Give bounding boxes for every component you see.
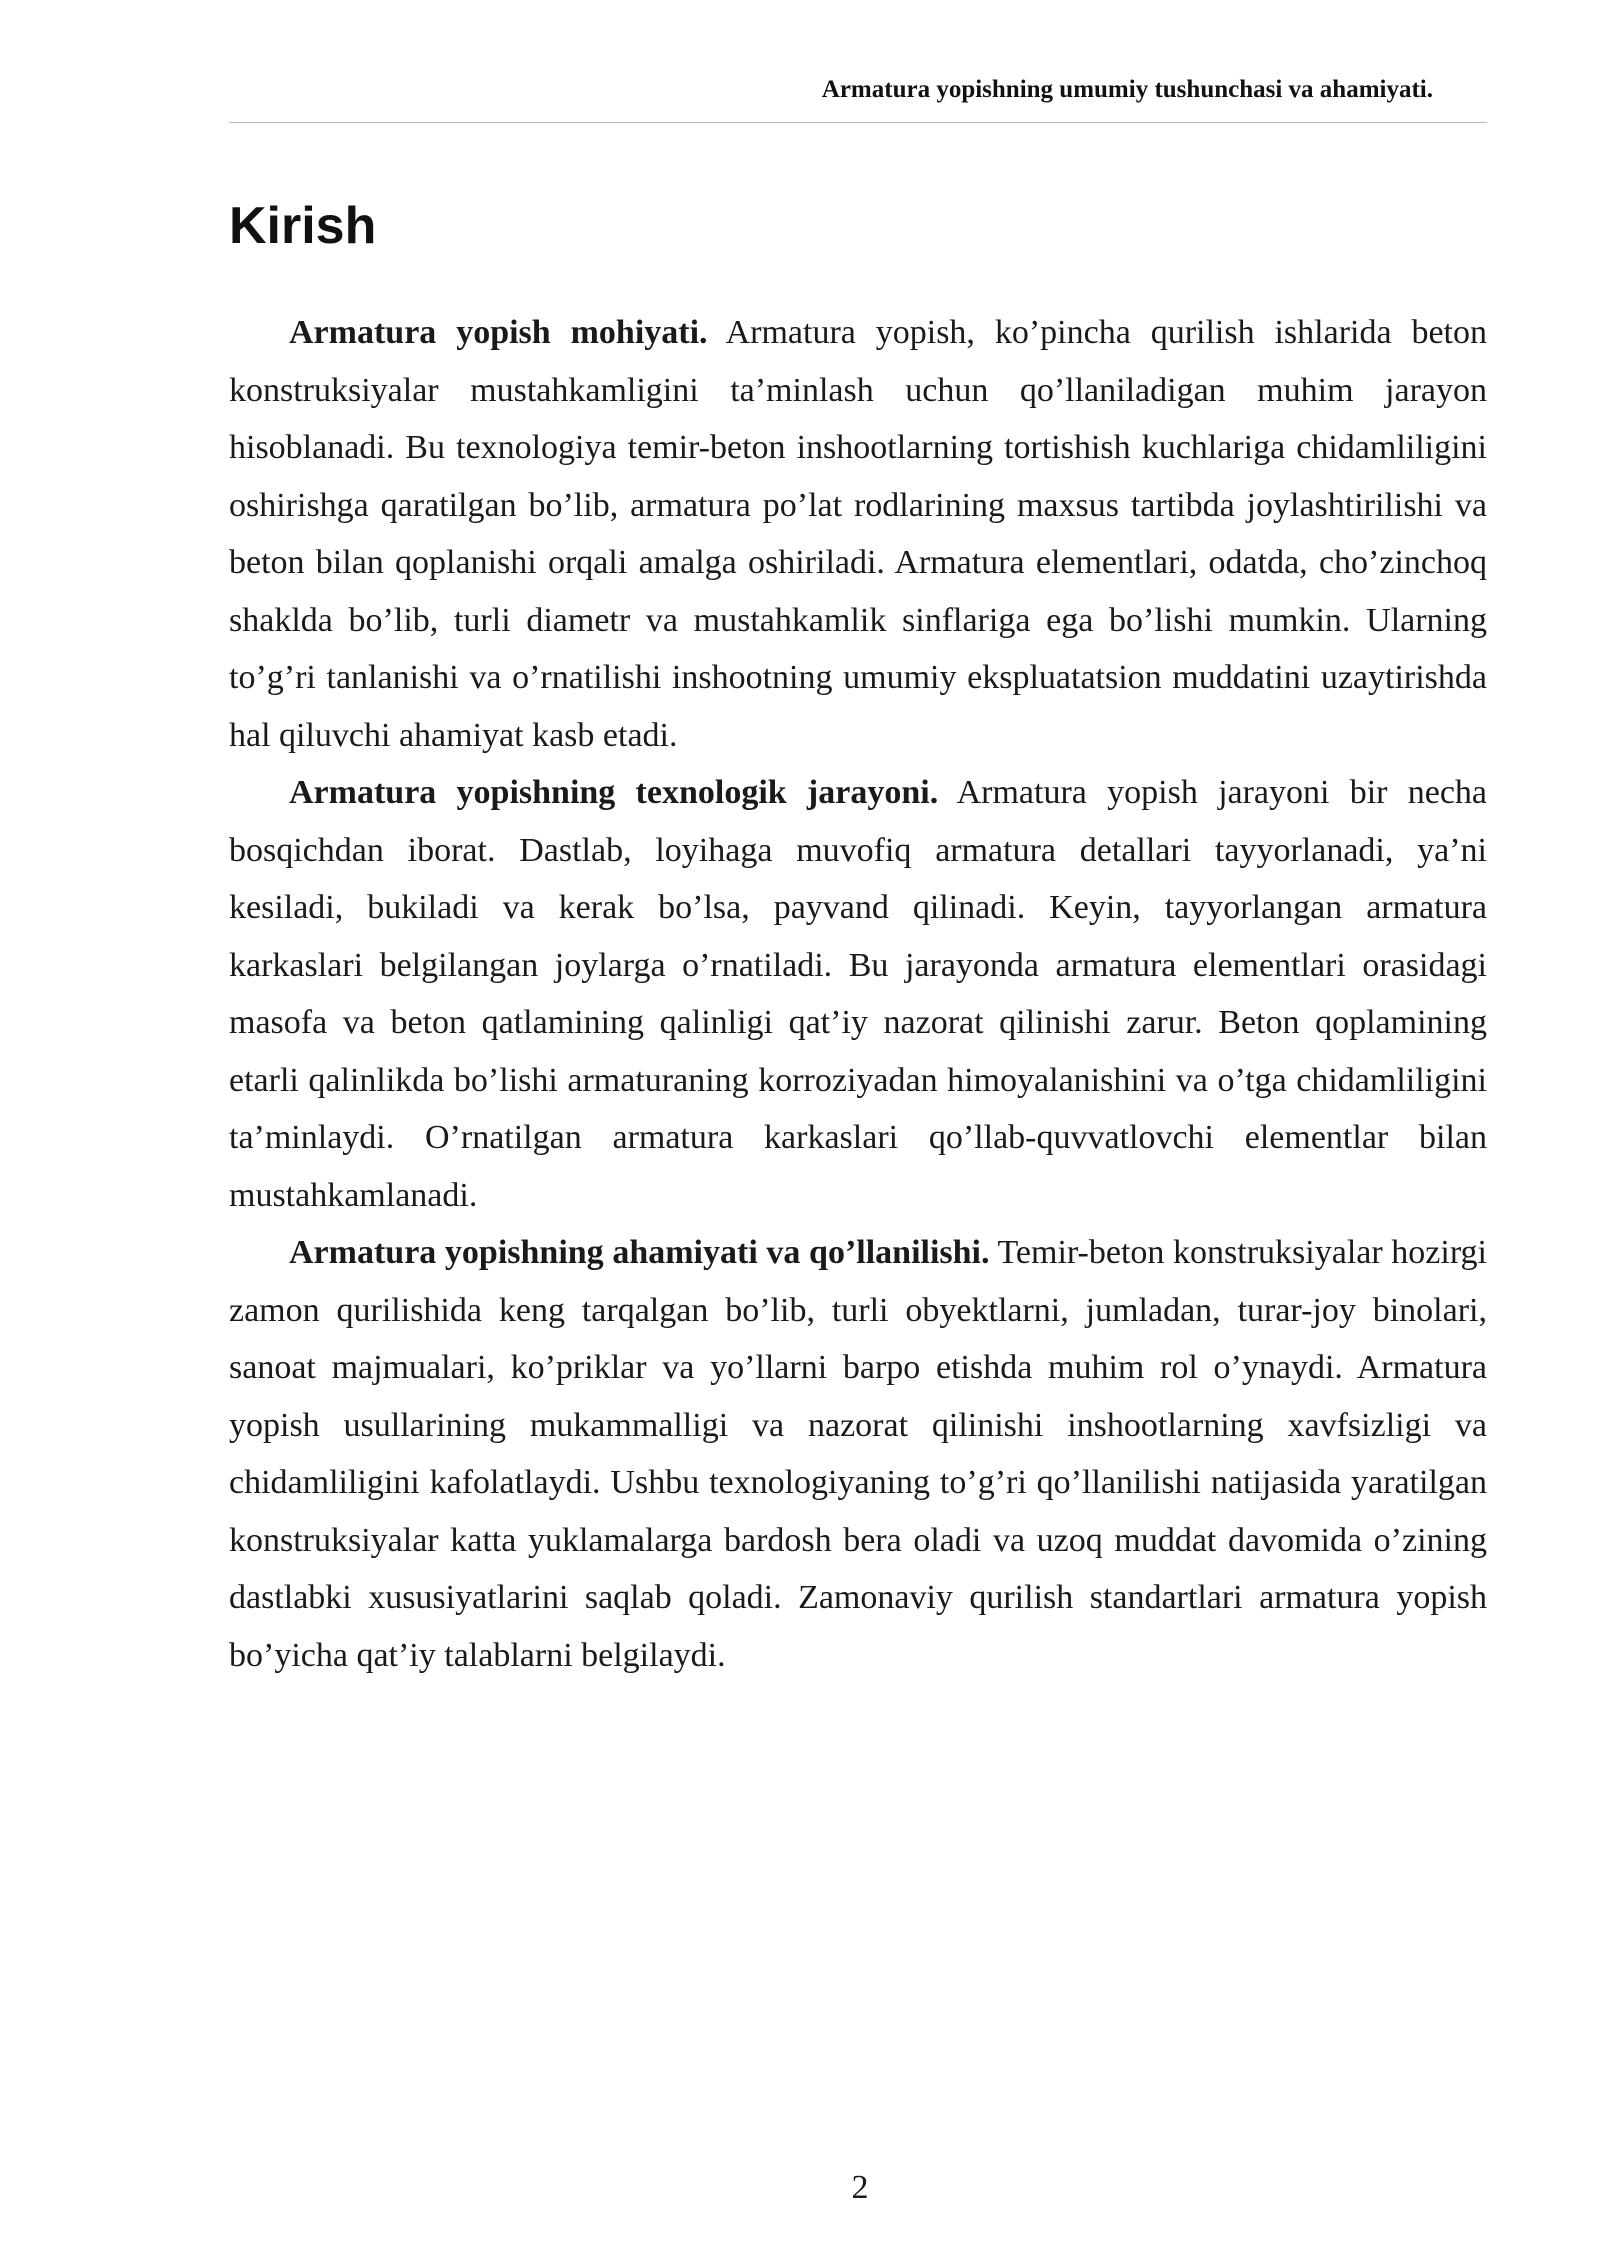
page-number: 2 bbox=[851, 2169, 869, 2206]
paragraph-texnologik-jarayoni bbox=[229, 764, 1487, 1224]
paragraph-heading: Armatura yopishning ahamiyati va qo’llanilishi. bbox=[289, 1234, 990, 1271]
paragraph-text: Armatura yopish, ko’pincha qurilish ishlarida beton konstruksiyalar mustahkamligini ta’minlash uchun qo’llaniladigan muhim jarayon hisoblanadi. Bu texnologiya temir-beton inshootlarning tortishish kuchlariga chidamliligini oshirishga qaratilgan bo’lib, armatura po’lat rodlarining maxsus tartibda joylashtirilishi va beton bilan qoplanishi orqali amalga oshiriladi. Armatura elementlari, odatda, cho’zinchoq shaklda bo’lib, turli diametr va mustahkamlik sinflariga ega bo’lishi mumkin. Ularning to’g’ri tanlanishi va o’rnatilishi inshootning umumiy ekspluatatsion muddatini uzaytirishda hal qiluvchi ahamiyat kasb etadi. bbox=[229, 314, 1488, 754]
paragraph-text: Temir-beton konstruksiyalar hozirgi zamon qurilishida keng tarqalgan bo’lib, turli obyektlarni, jumladan, turar-joy binolari, sanoat majmualari, ko’priklar va yo’llarni barpo etishda muhim rol o’ynaydi. Armatura yopish usullarining mukammalligi va nazorat qilinishi inshootlarning xavfsizligi va chidamliligini kafolatlaydi. Ushbu texnologiyaning to’g’ri qo’llanilishi natijasida yaratilgan konstruksiyalar katta yuklamalarga bardosh bera oladi va uzoq muddat davomida o’zining dastlabki xususiyatlarini saqlab qoladi. Zamonaviy qurilish standartlari armatura yopish bo’yicha qat’iy talablarni belgilaydi. bbox=[229, 1234, 1487, 1674]
running-header: Armatura yopishning umumiy tushunchasi va ahamiyati. bbox=[821, 76, 1433, 103]
header-divider bbox=[229, 122, 1487, 123]
paragraph-ahamiyati bbox=[229, 1224, 1487, 1684]
paragraph-text: Armatura yopish jarayoni bir necha bosqichdan iborat. Dastlab, loyihaga muvofiq armatura detallari tayyorlanadi, ya’ni kesiladi, bukiladi va kerak bo’lsa, payvand qilinadi. Keyin, tayyorlangan armatura karkaslari belgilangan joylarga o’rnatiladi. Bu jarayonda armatura elementlari orasidagi masofa va beton qatlamining qalinligi qat’iy nazorat qilinishi zarur. Beton qoplamining etarli qalinlikda bo’lishi armaturaning korroziyadan himoyalanishini va o’tga chidamliligini ta’minlaydi. O’rnatilgan armatura karkaslari qo’llab-quvvatlovchi elementlar bilan mustahkamlanadi. bbox=[229, 774, 1488, 1214]
paragraph-mohiyati bbox=[229, 304, 1487, 764]
paragraph-heading: Armatura yopishning texnologik jarayoni. bbox=[289, 774, 939, 811]
section-title: Kirish bbox=[229, 197, 377, 255]
paragraph-heading: Armatura yopish mohiyati. bbox=[289, 314, 708, 351]
body-text bbox=[229, 304, 1487, 1684]
